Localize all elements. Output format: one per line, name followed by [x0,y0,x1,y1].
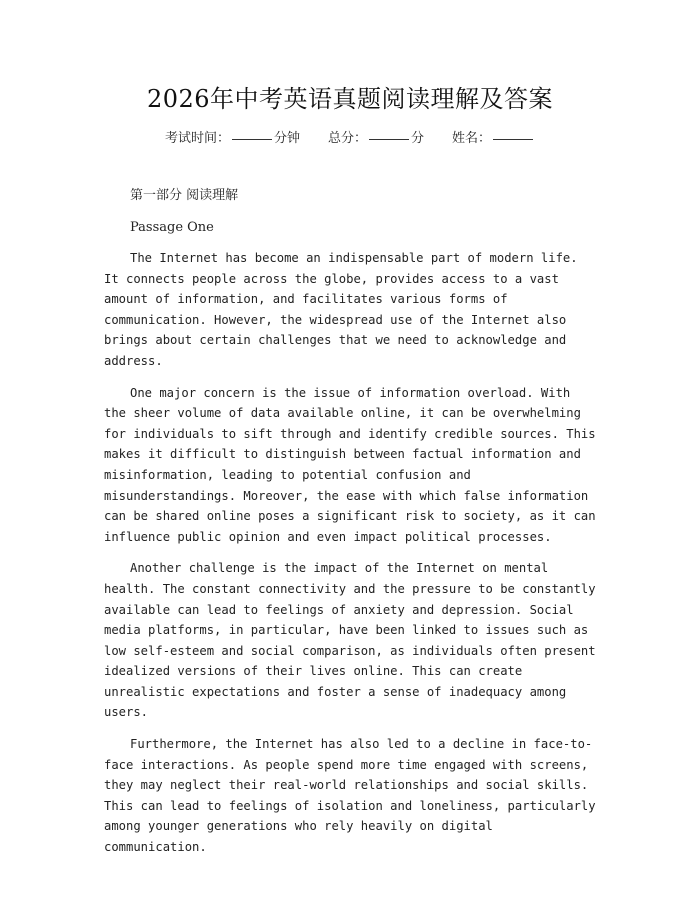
exam-time-field [165,130,300,148]
total-score-field [328,130,424,148]
exam-time-unit: 分钟 [273,131,300,146]
student-name-label: 姓名： [452,131,492,146]
student-name-blank [493,139,533,140]
passage-heading: Passage One [130,220,214,235]
total-score-unit: 分 [411,131,425,146]
passage-paragraph-4: Furthermore, the Internet has also led to a decline in face-to-face interactions. As people spend more time engaged with screens, they may neglect their real-world relationships and social skills. This can lead to feelings of isolation and loneliness, particularly among younger generations who rely heavily on digital communication. [104,737,596,855]
exam-meta-row [104,130,596,148]
section-heading: 第一部分 阅读理解 [130,188,239,203]
total-score-label: 总分： [327,131,367,146]
reading-section [104,186,596,858]
passage-paragraph-2: One major concern is the issue of information overload. With the sheer volume of data available online, it can be overwhelming for individuals to sift through and identify credible sources. This makes it difficult to distinguish between factual information and misinformation, leading to potential confusion and misunderstandings. Moreover, the ease with which false information can be shared online poses a significant risk to society, as it can influence public opinion and even impact political processes. [104,385,596,544]
document-title: 2026年中考英语真题阅读理解及答案 [146,85,554,113]
total-score-blank [369,139,409,140]
student-name-field [452,130,535,148]
exam-time-label: 考试时间： [164,131,230,146]
passage-paragraph-3: Another challenge is the impact of the Internet on mental health. The constant connectivity and the pressure to be constantly available can lead to feelings of anxiety and depression. Social media platforms, in particular, have been linked to issues such as low self-esteem and social comparison, as individuals often present idealized versions of their lives online. This can create unrealistic expectations and foster a sense of inadequacy among users. [104,561,596,720]
exam-time-blank [232,139,272,140]
passage-paragraph-1: The Internet has become an indispensable part of modern life. It connects people across the globe, provides access to a vast amount of information, and facilitates various forms of communication. However, the widespread use of the Internet also brings about certain challenges that we need to acknowledge and address. [104,251,578,368]
